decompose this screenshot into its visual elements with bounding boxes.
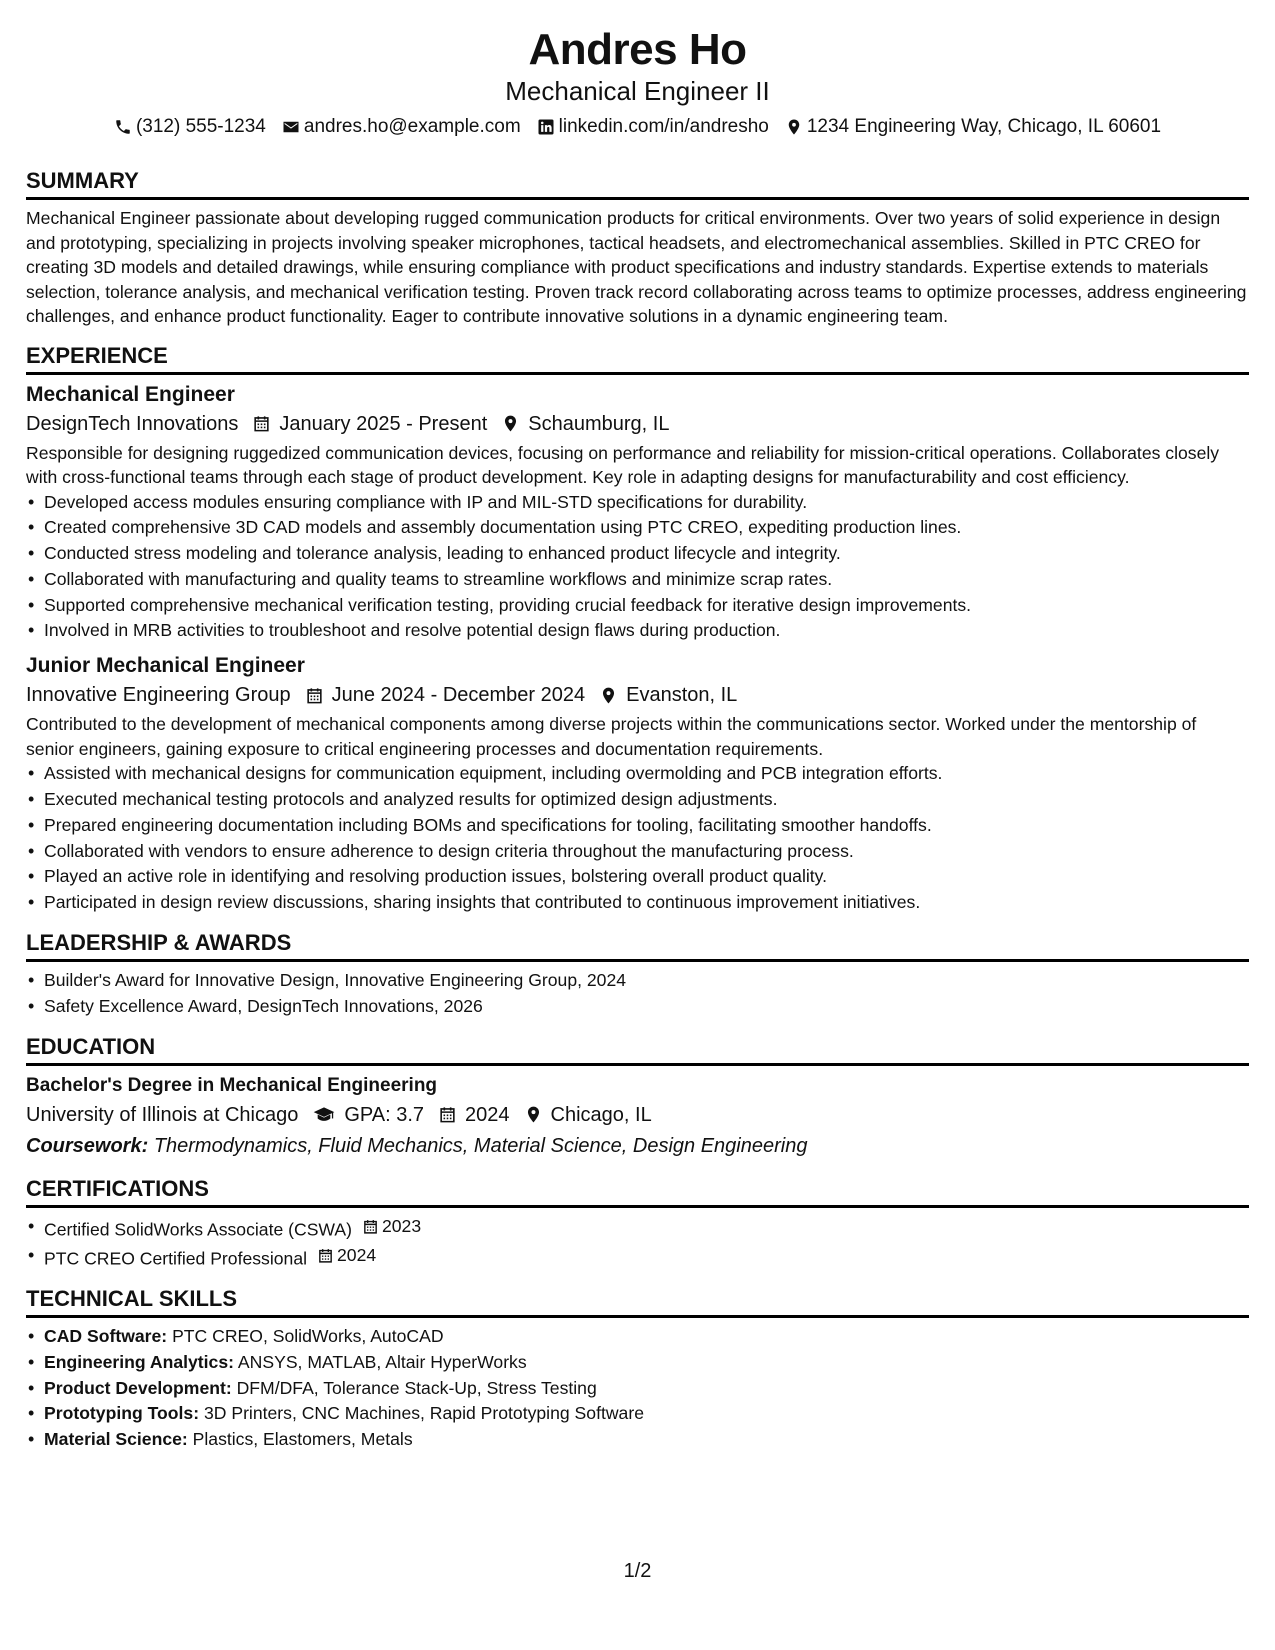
map-pin-icon <box>501 414 520 433</box>
job-dates <box>305 680 586 710</box>
gpa-text: GPA: 3.7 <box>344 1103 425 1126</box>
skills-section <box>26 1286 1249 1453</box>
job-description: Responsible for designing ruggedized communication devices, focusing on performance and reliability for mission-critical operations. Collaborates closely with cross-functional teams through each stage of product development. Key role in adapting designs for manufacturability and cost efficiency. <box>26 442 1220 487</box>
candidate-headline: Mechanical Engineer II <box>505 76 770 106</box>
calendar-icon <box>317 1247 334 1264</box>
awards-list <box>26 968 1249 1020</box>
list-item: • Builder's Award for Innovative Design, Innovative Engineering Group, 2024 <box>26 968 1249 994</box>
job-location <box>501 409 669 439</box>
experience-section <box>26 343 1249 917</box>
linkedin-icon <box>537 118 555 136</box>
phone-icon <box>114 118 132 136</box>
section-title: EDUCATION <box>26 1034 1249 1066</box>
dates-text: June 2024 - December 2024 <box>331 684 586 707</box>
contact-linkedin[interactable] <box>537 114 769 140</box>
list-item <box>26 1427 1249 1453</box>
cert-name: Certified SolidWorks Associate (CSWA) <box>44 1219 352 1240</box>
list-item: • Executed mechanical testing protocols and analyzed results for optimized design adjustments. <box>26 787 1249 813</box>
list-item: • Collaborated with manufacturing and quality teams to streamline workflows and minimize scrap rates. <box>26 567 1249 593</box>
job-description: Contributed to the development of mechanical components among diverse projects within the communications sector. Worked under the mentorship of senior engineers, gaining exposure to critical engineering processes and documentation requirements. <box>26 714 1197 759</box>
cert-date <box>317 1243 376 1269</box>
phone-text: (312) 555-1234 <box>135 116 266 137</box>
dates-text: January 2025 - Present <box>279 412 488 435</box>
section-title: LEADERSHIP & AWARDS <box>26 930 1249 962</box>
education-meta <box>26 1100 1249 1130</box>
contact-address <box>785 114 1161 140</box>
list-item: • Collaborated with vendors to ensure adherence to design criteria throughout the manufacturing process. <box>26 839 1249 865</box>
company-name: DesignTech Innovations <box>26 412 239 435</box>
list-item: • Supported comprehensive mechanical verification testing, providing crucial feedback for iterative design improvements. <box>26 593 1249 619</box>
list-item <box>26 1324 1249 1350</box>
coursework-line <box>26 1132 1249 1160</box>
section-title: EXPERIENCE <box>26 343 1249 375</box>
skills-list <box>26 1324 1249 1453</box>
contact-email[interactable] <box>282 114 521 140</box>
job-title: Mechanical Engineer <box>26 382 235 406</box>
location-text: Chicago, IL <box>550 1103 652 1126</box>
cert-year: 2024 <box>337 1244 377 1265</box>
skill-label: Material Science: <box>44 1429 188 1450</box>
year-text: 2024 <box>465 1103 510 1126</box>
resume-page <box>26 0 1249 1650</box>
map-pin-icon <box>599 686 618 705</box>
cert-name: PTC CREO Certified Professional <box>44 1248 308 1269</box>
location-text: Schaumburg, IL <box>528 412 670 435</box>
calendar-icon <box>252 414 271 433</box>
envelope-icon <box>282 118 300 136</box>
skill-value: Plastics, Elastomers, Metals <box>192 1429 413 1450</box>
email-text: andres.ho@example.com <box>303 116 521 137</box>
coursework-label: Coursework: <box>26 1134 149 1157</box>
list-item: • Prepared engineering documentation including BOMs and specifications for tooling, facilitating smoother handoffs. <box>26 813 1249 839</box>
map-pin-icon <box>785 118 803 136</box>
skill-label: Prototyping Tools: <box>44 1403 200 1424</box>
skill-label: CAD Software: <box>44 1326 168 1347</box>
list-item: • Assisted with mechanical designs for communication equipment, including overmolding and PCB integration efforts. <box>26 761 1249 787</box>
education-location <box>524 1100 652 1130</box>
section-title: TECHNICAL SKILLS <box>26 1286 1249 1318</box>
job-bullets <box>26 761 1249 916</box>
calendar-icon <box>438 1105 457 1124</box>
contact-bar <box>26 114 1249 140</box>
company-name: Innovative Engineering Group <box>26 684 291 707</box>
contact-phone[interactable] <box>114 114 266 140</box>
job-meta <box>26 409 1249 439</box>
map-pin-icon <box>524 1105 543 1124</box>
skill-value: ANSYS, MATLAB, Altair HyperWorks <box>237 1351 527 1372</box>
list-item <box>26 1243 1249 1272</box>
job-location <box>599 680 737 710</box>
school-name: University of Illinois at Chicago <box>26 1103 299 1126</box>
list-item: • Involved in MRB activities to troubleshoot and resolve potential design flaws during production. <box>26 618 1249 644</box>
candidate-name: Andres Ho <box>528 25 747 74</box>
job-dates <box>252 409 487 439</box>
cert-date <box>362 1214 421 1240</box>
job-bullets <box>26 490 1249 645</box>
graduation-cap-icon <box>312 1105 336 1124</box>
list-item <box>26 1401 1249 1427</box>
list-item: • Played an active role in identifying and resolving production issues, bolstering overall product quality. <box>26 864 1249 890</box>
page-number: 1/2 <box>623 1560 652 1582</box>
education-year <box>438 1100 510 1130</box>
skill-value: 3D Printers, CNC Machines, Rapid Prototyping Software <box>203 1403 644 1424</box>
education-gpa <box>312 1100 424 1130</box>
job-title: Junior Mechanical Engineer <box>26 654 305 678</box>
list-item: • Created comprehensive 3D CAD models and assembly documentation using PTC CREO, expediting production lines. <box>26 515 1249 541</box>
calendar-icon <box>362 1218 379 1235</box>
awards-section <box>26 930 1249 1020</box>
education-section <box>26 1034 1249 1160</box>
coursework-text: Thermodynamics, Fluid Mechanics, Material Science, Design Engineering <box>153 1134 808 1157</box>
job-entry <box>26 652 1249 916</box>
summary-text: Mechanical Engineer passionate about developing rugged communication products for critical environments. Over two years of solid experience in design and prototyping, specializing in projects involving speaker microphones, tactical headsets, and electromechanical assemblies. Skilled in PTC CREO for creating 3D models and detailed drawings, while ensuring compliance with product specifications and industry standards. Expertise extends to materials selection, tolerance analysis, and mechanical verification testing. Proven track record collaborating across teams to optimize processes, address engineering challenges, and enhance product functionality. Eager to contribute innovative solutions in a dynamic engineering team. <box>26 208 1247 326</box>
list-item <box>26 1376 1249 1402</box>
certifications-list <box>26 1214 1249 1272</box>
section-title: SUMMARY <box>26 168 1249 200</box>
list-item: • Conducted stress modeling and tolerance analysis, leading to enhanced product lifecycle and integrity. <box>26 541 1249 567</box>
list-item: • Developed access modules ensuring compliance with IP and MIL-STD specifications for durability. <box>26 490 1249 516</box>
list-item <box>26 1214 1249 1243</box>
cert-year: 2023 <box>381 1215 422 1236</box>
linkedin-text: linkedin.com/in/andresho <box>558 116 769 137</box>
address-text: 1234 Engineering Way, Chicago, IL 60601 <box>806 116 1162 137</box>
job-meta <box>26 680 1249 710</box>
job-entry <box>26 381 1249 645</box>
skill-label: Product Development: <box>44 1377 232 1398</box>
list-item <box>26 1350 1249 1376</box>
calendar-icon <box>305 686 324 705</box>
summary-section <box>26 168 1249 329</box>
skill-value: PTC CREO, SolidWorks, AutoCAD <box>172 1326 444 1347</box>
certifications-section <box>26 1176 1249 1272</box>
degree-title: Bachelor's Degree in Mechanical Engineering <box>26 1074 438 1096</box>
resume-header <box>26 0 1249 140</box>
list-item: • Safety Excellence Award, DesignTech Innovations, 2026 <box>26 994 1249 1020</box>
section-title: CERTIFICATIONS <box>26 1176 1249 1208</box>
skill-value: DFM/DFA, Tolerance Stack-Up, Stress Testing <box>236 1377 597 1398</box>
location-text: Evanston, IL <box>626 684 738 707</box>
skill-label: Engineering Analytics: <box>44 1351 234 1372</box>
list-item: • Participated in design review discussions, sharing insights that contributed to continuous improvement initiatives. <box>26 890 1249 916</box>
